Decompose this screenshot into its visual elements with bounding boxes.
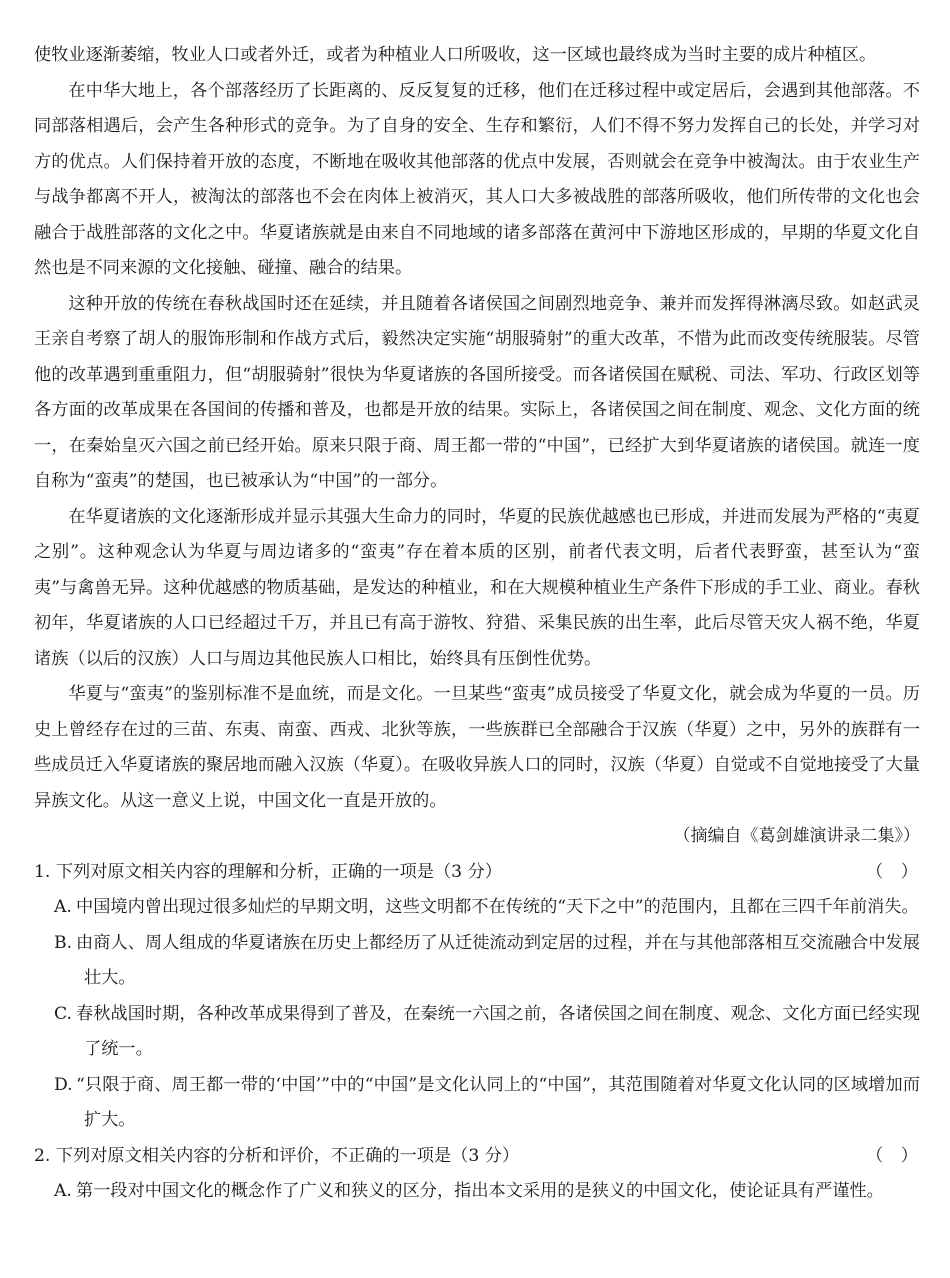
question-2-option-a[interactable] [34,1174,920,1210]
option-letter: C. [54,1003,73,1024]
article-source: （摘编自《葛剑雄演讲录二集》） [673,826,920,846]
paren-close: ） [900,861,918,882]
question-2-stem-row [34,1139,920,1175]
article-paragraph-3: 这种开放的传统在春秋战国时还在延续，并且随着各诸侯国之间剧烈地竞争、兼并而发挥得淋漓尽致。如赵武灵王亲自考察了胡人的服饰形制和作战方式后，毅然决定实施“胡服骑射”的重大改革，不惜为此而改变传统服装。尽管他的改革遇到重重阻力，但“胡服骑射”很快为华夏诸族的各国所接受。而各诸侯国在赋税、司法、军功、行政区划等各方面的改革成果在各国间的传播和普及，也都是开放的结果。实际上，各诸侯国之间在制度、观念、文化方面的统一，在秦始皇灭六国之前已经开始。原来只限于商、周王都一带的“中国”，已经扩大到华夏诸族的诸侯国。就连一度自称为“蛮夷”的楚国，也已被承认为“中国”的一部分。 [34,293,920,491]
article-paragraph-1: 使牧业逐渐萎缩，牧业人口或者外迁，或者为种植业人口所吸收，这一区域也最终成为当时主要的成片种植区。 [34,45,877,65]
paren-open: （ [866,861,884,882]
question-2-stem: 2. 下列对原文相关内容的分析和评价，不正确的一项是（3 分） [34,1145,520,1166]
option-text: 春秋战国时期，各种改革成果得到了普及，在秦统一六国之前，各诸侯国之间在制度、观念、文化方面已经实现了统一。 [76,1003,920,1059]
option-letter: D. [54,1074,73,1095]
article-paragraph-4: 在华夏诸族的文化逐渐形成并显示其强大生命力的同时，华夏的民族优越感也已形成，并进而发展为严格的“夷夏之别”。这种观念认为华夏与周边诸多的“蛮夷”存在着本质的区别，前者代表文明，后者代表野蛮，甚至认为“蛮夷”与禽兽无异。这种优越感的物质基础，是发达的种植业，和在大规模种植业生产条件下形成的手工业、商业。春秋初年，华夏诸族的人口已经超过千万，并且已有高于游牧、狩猎、采集民族的出生率，此后尽管天灾人祸不绝，华夏诸族（以后的汉族）人口与周边其他民族人口相比，始终具有压倒性优势。 [34,506,920,669]
question-1-stem: 1. 下列对原文相关内容的理解和分析，正确的一项是（3 分） [34,861,502,882]
question-1-option-d[interactable] [34,1068,920,1139]
question-1-option-b[interactable] [34,926,920,997]
article-paragraph-2: 在中华大地上，各个部落经历了长距离的、反反复复的迁移，他们在迁移过程中或定居后，会遇到其他部落。不同部落相遇后，会产生各种形式的竞争。为了自身的安全、生存和繁衍，人们不得不努力发挥自己的长处，并学习对方的优点。人们保持着开放的态度，不断地在吸收其他部落的优点中发展，否则就会在竞争中被淘汰。由于农业生产与战争都离不开人，被淘汰的部落也不会在肉体上被消灭，其人口大多被战胜的部落所吸收，他们所传带的文化也会融合于战胜部落的文化之中。华夏诸族就是由来自不同地域的诸多部落在黄河中下游地区形成的，早期的华夏文化自然也是不同来源的文化接触、碰撞、融合的结果。 [34,80,920,278]
paren-close: ） [900,1145,918,1166]
option-text: 由商人、周人组成的华夏诸族在历史上都经历了从迁徙流动到定居的过程，并在与其他部落相互交流融合中发展壮大。 [76,932,920,988]
paren-open: （ [866,1145,884,1166]
question-2-answer-blank[interactable] [866,1139,920,1175]
option-text: “只限于商、周王都一带的‘中国’”中的“中国”是文化认同上的“中国”，其范围随着对华夏文化认同的区域增加而扩大。 [76,1074,920,1130]
option-letter: A. [54,897,72,917]
question-1-answer-blank[interactable] [866,855,920,891]
question-1-option-c[interactable] [34,997,920,1068]
option-text: 中国境内曾出现过很多灿烂的早期文明，这些文明都不在传统的“天下之中”的范围内，且都在三四千年前消失。 [76,897,919,917]
option-letter: A. [54,1181,72,1201]
article-paragraph-5: 华夏与“蛮夷”的鉴别标准不是血统，而是文化。一旦某些“蛮夷”成员接受了华夏文化，就会成为华夏的一员。历史上曾经存在过的三苗、东夷、南蛮、西戎、北狄等族，一些族群已全部融合于汉族（华夏）之中，另外的族群有一些成员迁入华夏诸族的聚居地而融入汉族（华夏）。在吸收异族人口的同时，汉族（华夏）自觉或不自觉地接受了大量异族文化。从这一意义上说，中国文化一直是开放的。 [34,684,920,811]
option-letter: B. [54,932,73,953]
question-1-option-a[interactable] [34,890,920,926]
option-text: 第一段对中国文化的概念作了广义和狭义的区分，指出本文采用的是狭义的中国文化，使论证具有严谨性。 [76,1181,884,1201]
question-1-stem-row [34,855,920,891]
